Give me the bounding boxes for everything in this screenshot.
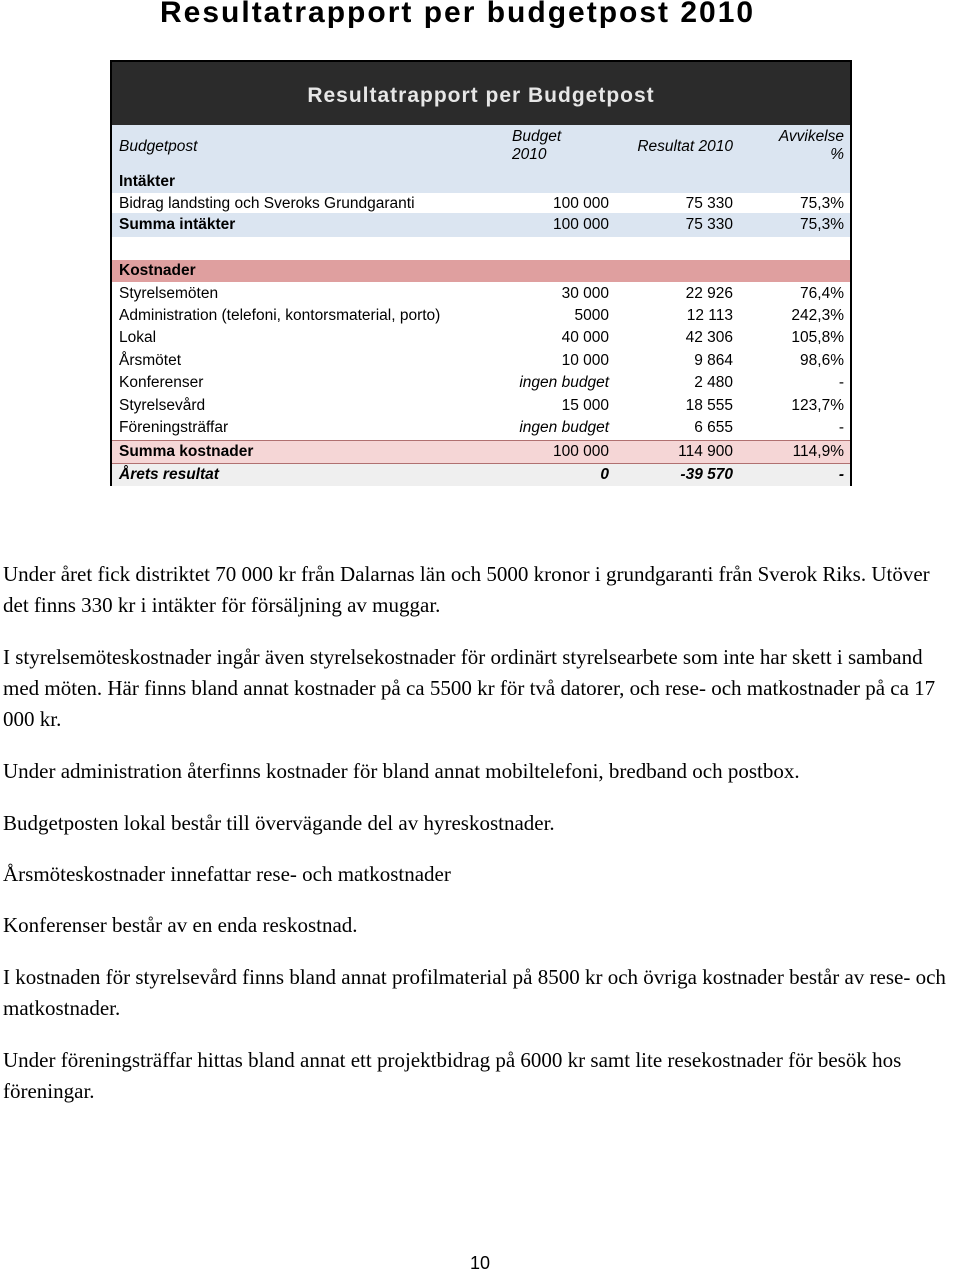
row-name: Styrelsevård xyxy=(119,397,206,414)
paragraph xyxy=(3,910,958,941)
row-budget: 30 000 xyxy=(561,285,609,302)
table-title: Resultatrapport per Budgetpost xyxy=(307,84,655,107)
paragraph-text: Budgetposten lokal består till övervägande del av hyreskostnader. xyxy=(3,811,555,835)
row-name: Konferenser xyxy=(119,374,204,391)
year-result-result: -39 570 xyxy=(680,466,733,483)
row-deviation: - xyxy=(838,419,844,436)
paragraph-text: Konferenser består av en enda reskostnad. xyxy=(3,913,358,937)
row-result: 2 480 xyxy=(694,374,733,391)
cost-total-row xyxy=(112,440,850,464)
header-budgetpost: Budgetpost xyxy=(119,138,198,155)
header-budget xyxy=(512,128,561,164)
cost-total-label: Summa kostnader xyxy=(119,443,254,460)
cost-total-deviation: 114,9% xyxy=(792,443,844,460)
row-budget: 5000 xyxy=(574,307,609,324)
row-budget: 100 000 xyxy=(552,195,609,212)
row-result: 75 330 xyxy=(685,195,733,212)
income-section-label: Intäkter xyxy=(119,173,175,190)
row-deviation: 123,7% xyxy=(791,397,844,414)
page-number: 10 xyxy=(469,1253,491,1273)
table-title-bar xyxy=(112,62,850,125)
year-result-row xyxy=(112,464,850,486)
row-budget: 40 000 xyxy=(561,329,609,346)
year-result-label: Årets resultat xyxy=(119,466,219,483)
row-result: 18 555 xyxy=(685,397,733,414)
header-avvikelse xyxy=(779,128,844,164)
row-deviation: 105,8% xyxy=(791,329,844,346)
paragraph xyxy=(3,962,958,1024)
year-result-budget: 0 xyxy=(600,466,609,483)
row-name: Administration (telefoni, kontorsmaterial, porto) xyxy=(119,307,441,324)
income-section-row xyxy=(112,171,850,193)
paragraph-text: I kostnaden för styrelsevård finns bland annat profilmaterial på 8500 kr och övriga kostnader består av rese- och matkostnader. xyxy=(3,965,946,1020)
row-result: 6 655 xyxy=(694,419,733,436)
row-deviation: 76,4% xyxy=(800,285,844,302)
cost-total-result: 114 900 xyxy=(678,443,733,460)
budget-report-table xyxy=(110,60,852,486)
income-total-result: 75 330 xyxy=(685,216,733,233)
header-budget-line2: 2010 xyxy=(512,146,547,163)
header-resultat: Resultat 2010 xyxy=(637,138,733,155)
row-result: 22 926 xyxy=(685,285,733,302)
row-budget: ingen budget xyxy=(519,374,609,391)
row-deviation: 98,6% xyxy=(800,352,844,369)
row-deviation: 242,3% xyxy=(791,307,844,324)
paragraph-text: Under året fick distriktet 70 000 kr från Dalarnas län och 5000 kronor i grundgaranti från Sverok Riks. Utöver det finns 330 kr i intäkter för försäljning av muggar. xyxy=(3,562,930,617)
row-budget: ingen budget xyxy=(519,419,609,436)
table-row xyxy=(112,417,850,439)
paragraph xyxy=(3,859,958,890)
income-total-deviation: 75,3% xyxy=(800,216,844,233)
row-result: 12 113 xyxy=(686,307,733,324)
row-result: 9 864 xyxy=(694,352,733,369)
income-total-budget: 100 000 xyxy=(552,216,609,233)
paragraph-text: Under administration återfinns kostnader för bland annat mobiltelefoni, bredband och postbox. xyxy=(3,759,800,783)
cost-section-row xyxy=(112,260,850,282)
column-header-row xyxy=(112,125,850,171)
header-budget-line1: Budget xyxy=(512,128,562,145)
header-avvikelse-line1: Avvikelse xyxy=(778,128,844,145)
paragraph xyxy=(3,808,958,839)
row-name: Bidrag landsting och Sveroks Grundgaranti xyxy=(119,195,415,212)
table-row xyxy=(112,372,850,394)
paragraph-text: Under föreningsträffar hittas bland annat ett projektbidrag på 6000 kr samt lite resekostnader för besök hos föreningar. xyxy=(3,1048,902,1103)
table-row xyxy=(112,305,850,327)
row-name: Lokal xyxy=(119,329,157,346)
row-deviation: - xyxy=(838,374,844,391)
paragraph-text: Årsmöteskostnader innefattar rese- och matkostnader xyxy=(3,862,451,886)
page-title: Resultatrapport per budgetpost 2010 xyxy=(160,0,756,29)
income-total-row xyxy=(112,213,850,237)
row-budget: 10 000 xyxy=(561,352,609,369)
paragraph-text: I styrelsemöteskostnader ingår även styrelsekostnader för ordinärt styrelsearbete som inte har skett i samband med möten. Här finns bland annat kostnader på ca 5500 kr för två datorer, och rese- och matkostnader på ca 17 000 kr. xyxy=(3,645,936,731)
table-row xyxy=(112,395,850,417)
header-avvikelse-line2: % xyxy=(830,146,844,163)
paragraph xyxy=(3,559,958,621)
row-name: Föreningsträffar xyxy=(119,419,229,436)
paragraph xyxy=(3,1045,958,1107)
row-name: Styrelsemöten xyxy=(119,285,219,302)
income-total-label: Summa intäkter xyxy=(119,216,236,233)
cost-section-label: Kostnader xyxy=(119,262,196,279)
row-budget: 15 000 xyxy=(561,397,609,414)
cost-total-budget: 100 000 xyxy=(552,443,609,460)
table-row xyxy=(112,283,850,305)
paragraph xyxy=(3,642,958,735)
row-result: 42 306 xyxy=(685,329,733,346)
year-result-deviation: - xyxy=(838,466,844,483)
paragraph xyxy=(3,756,958,787)
row-deviation: 75,3% xyxy=(800,195,844,212)
table-row xyxy=(112,350,850,372)
row-name: Årsmötet xyxy=(119,352,182,369)
table-row xyxy=(112,327,850,349)
